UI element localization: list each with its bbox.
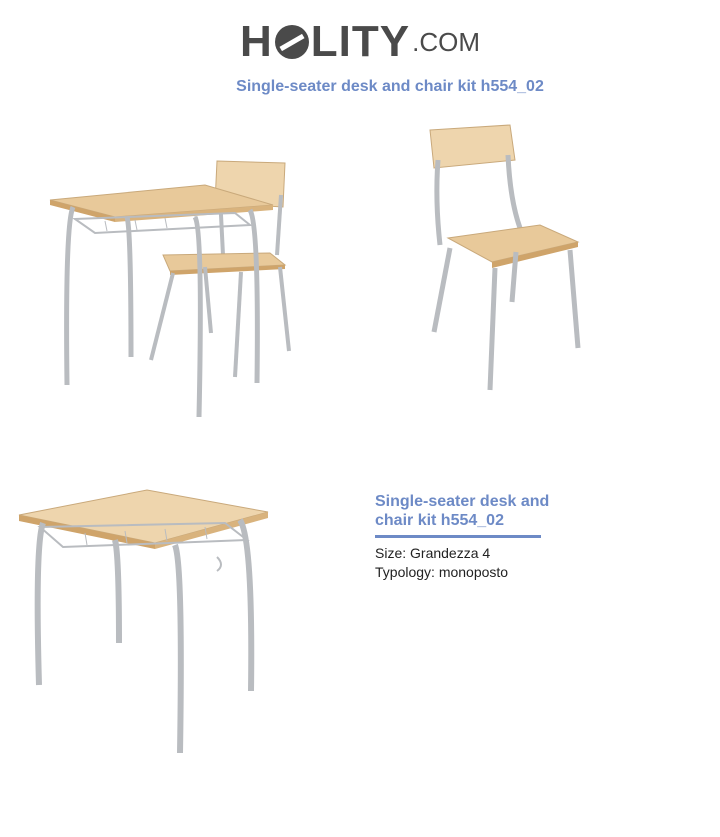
title-divider bbox=[375, 535, 541, 538]
product-info bbox=[375, 492, 575, 582]
holity-logo[interactable] bbox=[240, 12, 490, 72]
chair-photo bbox=[420, 120, 590, 395]
page-title: Single-seater desk and chair kit h554_02 bbox=[236, 78, 544, 95]
desk-and-chair-set-photo bbox=[45, 155, 295, 420]
product-title: Single-seater desk and chair kit h554_02 bbox=[375, 493, 550, 529]
logo-wordmark: H LITY bbox=[240, 17, 411, 66]
product-size: Size: Grandezza 4 bbox=[375, 545, 491, 561]
logo-domain-suffix: .COM bbox=[412, 27, 480, 57]
product-typology: Typology: monoposto bbox=[375, 564, 509, 580]
logo-o-icon bbox=[275, 25, 309, 59]
desk-photo bbox=[15, 485, 273, 760]
